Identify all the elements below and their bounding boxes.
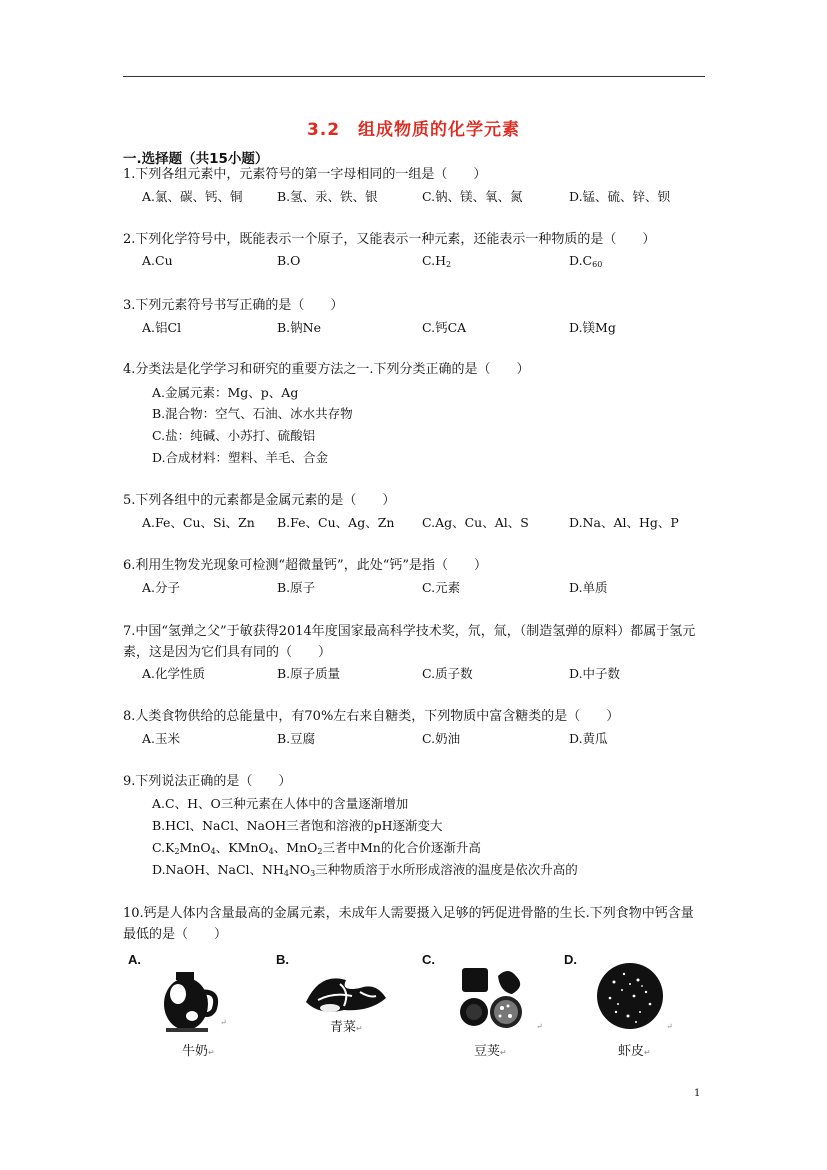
q9-option-b[interactable]: B.HCl、NaCl、NaOH三者饱和溶液的pH逐渐变大	[152, 818, 443, 833]
question-8-options	[142, 729, 742, 749]
q6-option-a[interactable]: A.分子	[142, 580, 181, 595]
q2-option-d-text: D.C	[569, 253, 593, 268]
q3-option-a[interactable]: A.铝Cl	[142, 320, 182, 335]
q7-option-c[interactable]: C.质子数	[422, 666, 473, 681]
q2-option-a[interactable]: A.Cu	[142, 253, 173, 268]
q1-option-b[interactable]: B.氢、汞、铁、银	[277, 189, 378, 204]
page-title: 3.2 组成物质的化学元素	[306, 120, 521, 140]
q7-option-a[interactable]: A.化学性质	[142, 666, 206, 681]
question-5-options	[142, 513, 742, 533]
return-mark: ↵	[220, 1018, 227, 1027]
q3-option-b[interactable]: B.钠Ne	[277, 320, 321, 335]
q9-c-part: C.K	[152, 840, 175, 855]
question-10-picture-options	[128, 950, 708, 1070]
q7-option-b[interactable]: B.原子质量	[277, 666, 341, 681]
question-1-stem: 1.下列各组元素中，元素符号的第一字母相同的一组是（ ）	[123, 167, 487, 182]
section-heading: 一.选择题（共15小题）	[123, 151, 269, 167]
question-8-stem: 8.人类食物供给的总能量中，有70%左右来自糖类，下列物质中富含糖类的是（ ）	[123, 709, 620, 724]
question-7-options	[142, 664, 742, 684]
q8-option-a[interactable]: A.玉米	[142, 731, 181, 746]
q9-option-d[interactable]	[152, 860, 578, 884]
q1-option-d[interactable]: D.锰、硫、锌、钡	[569, 189, 671, 204]
q9-d-sub: 4	[283, 869, 289, 878]
question-6-stem: 6.利用生物发光现象可检测“超微量钙”，此处“钙”是指（ ）	[123, 558, 487, 573]
question-7-stem: 7.中国“氢弹之父”于敏获得2014年度国家最高科学技术奖，氘，氚，（制造氢弹的原料）都属于氢元素，这是因为它们具有同的（ ）	[123, 624, 696, 660]
question-4-stem: 4.分类法是化学学习和研究的重要方法之一.下列分类正确的是（ ）	[123, 362, 530, 377]
question-3-stem: 3.下列元素符号书写正确的是（ ）	[123, 298, 344, 313]
q10-option-b-letter: B.	[276, 952, 289, 967]
return-mark: ↵	[500, 1048, 507, 1057]
q9-c-sub: 2	[174, 847, 180, 856]
q6-option-d[interactable]: D.单质	[569, 580, 608, 595]
q10-option-b-caption	[330, 1016, 363, 1035]
q2-option-b[interactable]: B.O	[277, 253, 301, 268]
q2-option-c[interactable]	[422, 253, 451, 269]
q8-option-c[interactable]: C.奶油	[422, 731, 461, 746]
q9-d-sub: 3	[310, 869, 316, 878]
q10-option-c-letter: C.	[422, 952, 435, 967]
q2-option-c-subscript: 2	[446, 260, 452, 269]
question-9-stem: 9.下列说法正确的是（ ）	[123, 774, 292, 789]
q9-c-part: 三者中Mn的化合价逐渐升高	[322, 840, 481, 855]
beans-icon	[454, 966, 534, 1032]
question-5-stem: 5.下列各组中的元素都是金属元素的是（ ）	[123, 493, 396, 508]
q2-option-c-text: C.H	[422, 253, 446, 268]
q10-option-d-letter: D.	[564, 952, 577, 967]
question-1-options	[142, 187, 742, 207]
q10-option-a-caption	[182, 1040, 215, 1059]
return-mark: ↵	[644, 1048, 651, 1057]
q9-d-part: D.NaOH、NaCl、NH	[152, 862, 284, 877]
q10-option-d[interactable]	[564, 950, 704, 1068]
milk-icon	[148, 964, 228, 1034]
page-number: 1	[694, 1088, 701, 1099]
q2-option-d-subscript: 60	[592, 260, 603, 269]
q2-option-d[interactable]	[569, 253, 602, 269]
q10-option-d-caption	[618, 1040, 651, 1059]
return-mark: ↵	[536, 1022, 543, 1031]
question-2-stem: 2.下列化学符号中，既能表示一个原子，又能表示一种元素，还能表示一种物质的是（ ）	[123, 232, 656, 247]
q9-c-sub: 4	[210, 847, 216, 856]
q4-option-a[interactable]: A.金属元素：Mg、p、Ag	[152, 385, 299, 400]
q5-option-d[interactable]: D.Na、Al、Hg、P	[569, 515, 679, 530]
q7-option-d[interactable]: D.中子数	[569, 666, 621, 681]
q8-option-b[interactable]: B.豆腐	[277, 731, 316, 746]
greens-icon	[300, 962, 390, 1018]
q3-option-c[interactable]: C.钙CA	[422, 320, 467, 335]
header-rule	[123, 76, 705, 77]
return-mark: ↵	[208, 1048, 215, 1057]
q9-c-sub: 2	[317, 847, 323, 856]
q10-option-a[interactable]	[128, 950, 268, 1068]
q6-option-c[interactable]: C.元素	[422, 580, 461, 595]
q10-option-b[interactable]	[276, 950, 416, 1068]
q1-option-c[interactable]: C.钠、镁、氧、氮	[422, 189, 523, 204]
q4-option-d[interactable]: D.合成材料：塑料、羊毛、合金	[152, 450, 329, 465]
q10-option-d-caption-text: 虾皮	[618, 1044, 645, 1059]
q10-option-c[interactable]	[422, 950, 562, 1068]
q4-option-b[interactable]: B.混合物：空气、石油、冰水共存物	[152, 406, 353, 421]
q9-d-part: 三种物质溶于水所形成溶液的温度是依次升高的	[315, 862, 578, 877]
question-2-options	[142, 253, 742, 273]
q5-option-a[interactable]: A.Fe、Cu、Si、Zn	[142, 515, 255, 530]
q3-option-d[interactable]: D.镁Mg	[569, 320, 616, 335]
question-3-options	[142, 318, 742, 338]
q10-option-a-letter: A.	[128, 952, 141, 967]
q4-option-c[interactable]: C.盐：纯碱、小苏打、硫酸铝	[152, 428, 316, 443]
q10-option-a-caption-text: 牛奶	[182, 1044, 209, 1059]
dried-shrimp-icon	[594, 960, 666, 1032]
q9-c-part: 、KMnO	[215, 840, 269, 855]
q10-option-b-caption-text: 青菜	[330, 1020, 357, 1035]
q9-option-a[interactable]: A.C、H、O三种元素在人体中的含量逐渐增加	[152, 796, 409, 811]
question-10-stem: 10.钙是人体内含量最高的金属元素，未成年人需要摄入足够的钙促进骨骼的生长.下列食物中钙含量最低的是（ ）	[123, 906, 694, 942]
q9-c-part: 、MnO	[273, 840, 318, 855]
return-mark: ↵	[356, 1024, 363, 1033]
q10-option-c-caption-text: 豆荚	[474, 1044, 501, 1059]
q9-c-part: MnO	[179, 840, 211, 855]
q9-option-c[interactable]	[152, 838, 481, 862]
q5-option-b[interactable]: B.Fe、Cu、Ag、Zn	[277, 515, 395, 530]
q1-option-a[interactable]: A.氯、碳、钙、铜	[142, 189, 243, 204]
q6-option-b[interactable]: B.原子	[277, 580, 316, 595]
q9-d-part: NO	[288, 862, 311, 877]
question-6-options	[142, 578, 742, 598]
return-mark: ↵	[666, 1022, 673, 1031]
q8-option-d[interactable]: D.黄瓜	[569, 731, 608, 746]
q5-option-c[interactable]: C.Ag、Cu、Al、S	[422, 515, 529, 530]
q10-option-c-caption	[474, 1040, 507, 1059]
q9-c-sub: 4	[268, 847, 274, 856]
